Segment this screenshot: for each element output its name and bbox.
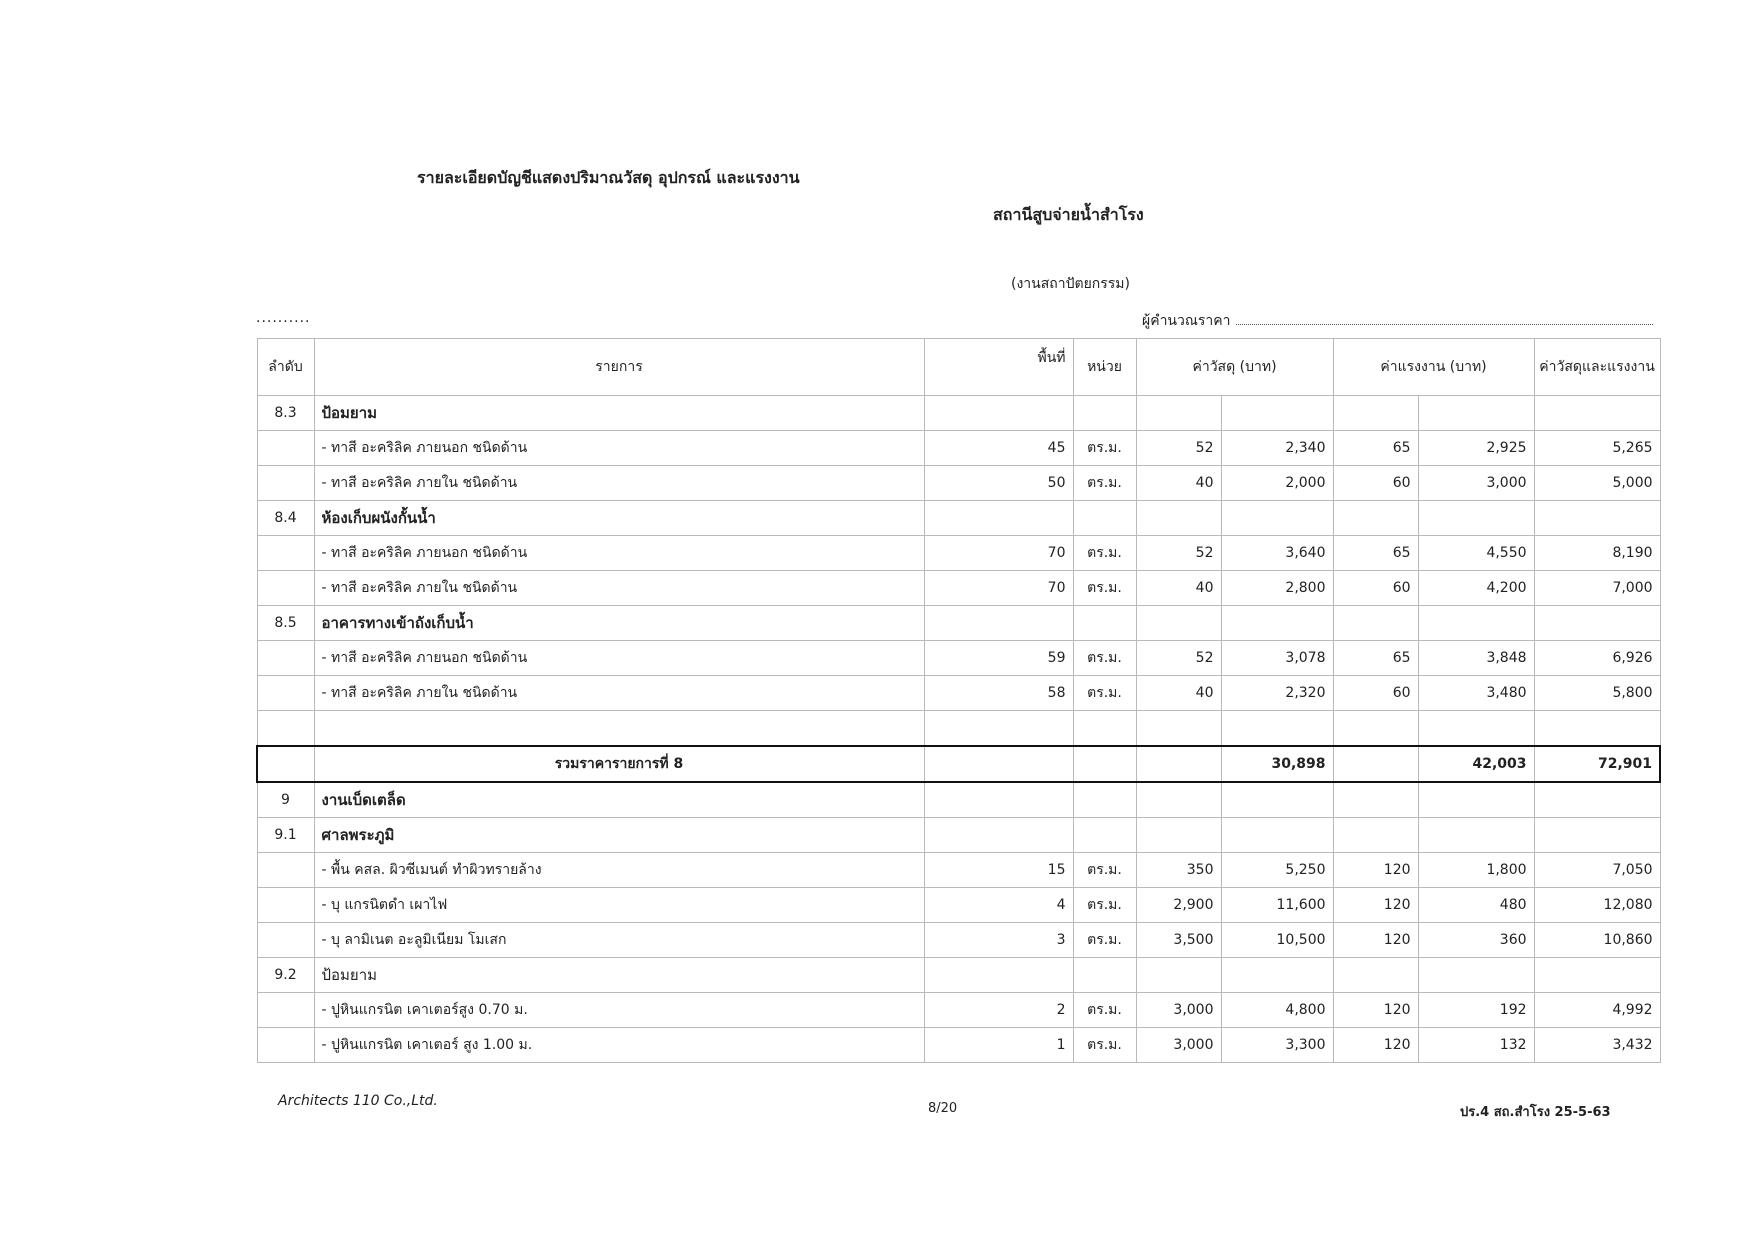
cell-area: 45 [924, 431, 1073, 466]
cell-no [257, 466, 314, 501]
cell-material-amount: 5,250 [1221, 853, 1333, 888]
cell-labor-amount: 192 [1418, 993, 1534, 1028]
cell-unit [1073, 782, 1136, 818]
cell-unit [1073, 958, 1136, 993]
cell-labor-amount [1418, 396, 1534, 431]
cell-material-amount [1221, 711, 1333, 747]
cell-unit: ตร.ม. [1073, 1028, 1136, 1063]
cell-area: 50 [924, 466, 1073, 501]
cell-labor-rate [1333, 606, 1418, 641]
cell-material-amount [1221, 501, 1333, 536]
cell-total: 3,432 [1534, 1028, 1660, 1063]
col-header-material: ค่าวัสดุ (บาท) [1136, 339, 1333, 396]
cell-area [924, 711, 1073, 747]
cell-material-rate: 3,000 [1136, 1028, 1221, 1063]
section-row [257, 818, 1660, 853]
cell-no [257, 676, 314, 711]
cell-area: 3 [924, 923, 1073, 958]
cell-labor-amount [1418, 711, 1534, 747]
table-row [257, 431, 1660, 466]
cell-total [1534, 711, 1660, 747]
section-row [257, 606, 1660, 641]
table-row [257, 888, 1660, 923]
cell-unit: ตร.ม. [1073, 431, 1136, 466]
cell-unit: ตร.ม. [1073, 853, 1136, 888]
cell-no: 9.2 [257, 958, 314, 993]
cell-material-rate [1136, 396, 1221, 431]
section-row [257, 501, 1660, 536]
cell-item: - ปูหินแกรนิต เคาเตอร์ สูง 1.00 ม. [314, 1028, 924, 1063]
cell-total [1534, 782, 1660, 818]
cell-no [257, 993, 314, 1028]
cell-material-amount: 10,500 [1221, 923, 1333, 958]
cell-total [1534, 396, 1660, 431]
section-row [257, 396, 1660, 431]
cell-item: ป้อมยาม [314, 396, 924, 431]
cell-no: 8.3 [257, 396, 314, 431]
table-row [257, 466, 1660, 501]
col-header-total: ค่าวัสดุและแรงงาน [1534, 339, 1660, 396]
cell-labor-amount: 3,848 [1418, 641, 1534, 676]
cell-material-amount: 2,800 [1221, 571, 1333, 606]
cell-labor-amount [1418, 782, 1534, 818]
table-row [257, 641, 1660, 676]
cell-material-amount: 3,078 [1221, 641, 1333, 676]
cell-item: ห้องเก็บผนังกั้นน้ำ [314, 501, 924, 536]
cell-material-amount: 2,000 [1221, 466, 1333, 501]
cell-unit [1073, 501, 1136, 536]
cell-material-rate: 52 [1136, 536, 1221, 571]
cell-labor-rate: 120 [1333, 993, 1418, 1028]
cell-material-amount [1221, 818, 1333, 853]
cell-labor-amount: 1,800 [1418, 853, 1534, 888]
cell-total: 4,992 [1534, 993, 1660, 1028]
cell-labor-amount: 360 [1418, 923, 1534, 958]
table-row [257, 536, 1660, 571]
cell-no [257, 536, 314, 571]
table-row [257, 571, 1660, 606]
cell-item: - ทาสี อะคริลิค ภายนอก ชนิดด้าน [314, 536, 924, 571]
cell-labor-rate [1333, 746, 1418, 782]
cell-area [924, 958, 1073, 993]
cell-area [924, 501, 1073, 536]
cell-labor-rate [1333, 501, 1418, 536]
cell-total: 5,800 [1534, 676, 1660, 711]
project-name: สถานีสูบจ่ายน้ำสำโรง [993, 205, 1144, 224]
cell-total: 7,000 [1534, 571, 1660, 606]
cell-total: 72,901 [1534, 746, 1660, 782]
cell-labor-rate [1333, 711, 1418, 747]
cell-unit [1073, 711, 1136, 747]
cell-material-amount: 30,898 [1221, 746, 1333, 782]
cell-material-amount: 11,600 [1221, 888, 1333, 923]
work-category: (งานสถาปัตยกรรม) [1011, 276, 1130, 292]
col-header-item: รายการ [314, 339, 924, 396]
cell-material-rate: 52 [1136, 431, 1221, 466]
cell-unit: ตร.ม. [1073, 676, 1136, 711]
cell-material-rate: 40 [1136, 466, 1221, 501]
cell-total: 10,860 [1534, 923, 1660, 958]
cell-no: 9 [257, 782, 314, 818]
cell-no: 9.1 [257, 818, 314, 853]
cell-total: 8,190 [1534, 536, 1660, 571]
cell-material-rate [1136, 818, 1221, 853]
cell-labor-rate: 65 [1333, 641, 1418, 676]
cell-unit [1073, 818, 1136, 853]
cell-unit: ตร.ม. [1073, 466, 1136, 501]
cell-no [257, 711, 314, 747]
cell-no [257, 746, 314, 782]
cell-total: 12,080 [1534, 888, 1660, 923]
table-body [257, 396, 1660, 1063]
cell-total: 5,000 [1534, 466, 1660, 501]
cell-labor-rate: 120 [1333, 923, 1418, 958]
cell-labor-amount: 3,480 [1418, 676, 1534, 711]
cell-item: รวมราคารายการที่ 8 [314, 746, 924, 782]
cell-no [257, 853, 314, 888]
estimator-field [1142, 310, 1653, 332]
cell-unit [1073, 396, 1136, 431]
cell-area [924, 746, 1073, 782]
company-name: Architects 110 Co.,Ltd. [278, 1093, 438, 1109]
cell-unit [1073, 606, 1136, 641]
cell-no [257, 431, 314, 466]
cell-item: ป้อมยาม [314, 958, 924, 993]
cell-labor-amount: 4,200 [1418, 571, 1534, 606]
cell-labor-rate [1333, 958, 1418, 993]
cell-material-rate [1136, 958, 1221, 993]
cell-material-rate [1136, 746, 1221, 782]
table-row [257, 853, 1660, 888]
cell-area: 4 [924, 888, 1073, 923]
cell-item: - ทาสี อะคริลิค ภายนอก ชนิดด้าน [314, 641, 924, 676]
cell-area: 15 [924, 853, 1073, 888]
cell-area [924, 606, 1073, 641]
cell-material-rate [1136, 711, 1221, 747]
table-row [257, 676, 1660, 711]
cell-labor-rate: 65 [1333, 431, 1418, 466]
cell-unit: ตร.ม. [1073, 641, 1136, 676]
cell-total [1534, 818, 1660, 853]
cell-material-rate: 40 [1136, 571, 1221, 606]
cell-labor-rate: 60 [1333, 466, 1418, 501]
cell-item [314, 711, 924, 747]
cell-area [924, 782, 1073, 818]
cell-material-amount: 3,640 [1221, 536, 1333, 571]
cell-labor-rate: 60 [1333, 676, 1418, 711]
cell-material-rate: 350 [1136, 853, 1221, 888]
cell-labor-rate: 120 [1333, 1028, 1418, 1063]
cell-unit: ตร.ม. [1073, 888, 1136, 923]
total-row [257, 746, 1660, 782]
cell-labor-amount [1418, 818, 1534, 853]
cell-total: 6,926 [1534, 641, 1660, 676]
cell-no: 8.5 [257, 606, 314, 641]
cell-labor-amount: 42,003 [1418, 746, 1534, 782]
cell-item: อาคารทางเข้าถังเก็บน้ำ [314, 606, 924, 641]
cell-total: 5,265 [1534, 431, 1660, 466]
document-title: รายละเอียดบัญชีแสดงปริมาณวัสดุ อุปกรณ์ และแรงงาน [417, 168, 800, 187]
cell-material-rate: 2,900 [1136, 888, 1221, 923]
estimator-label: ผู้คำนวณราคา [1142, 313, 1231, 329]
table-row [257, 993, 1660, 1028]
cell-item: - บุ ลามิเนต อะลูมิเนียม โมเสก [314, 923, 924, 958]
cell-labor-amount [1418, 501, 1534, 536]
cell-labor-amount: 2,925 [1418, 431, 1534, 466]
dotted-field: .......... [256, 310, 311, 326]
table-header-row [257, 339, 1660, 396]
section-row [257, 711, 1660, 747]
cell-material-rate: 40 [1136, 676, 1221, 711]
cell-labor-rate: 120 [1333, 853, 1418, 888]
cell-item: - ทาสี อะคริลิค ภายใน ชนิดด้าน [314, 466, 924, 501]
cell-material-amount: 4,800 [1221, 993, 1333, 1028]
cell-unit [1073, 746, 1136, 782]
cell-area: 70 [924, 571, 1073, 606]
cell-total [1534, 501, 1660, 536]
cell-total [1534, 606, 1660, 641]
col-header-unit: หน่วย [1073, 339, 1136, 396]
document-reference: ปร.4 สถ.สำโรง 25-5-63 [1460, 1105, 1611, 1120]
estimator-line [1236, 312, 1653, 325]
cell-labor-rate: 65 [1333, 536, 1418, 571]
cell-item: - บุ แกรนิตดำ เผาไฟ [314, 888, 924, 923]
cell-labor-amount: 3,000 [1418, 466, 1534, 501]
cell-material-rate [1136, 782, 1221, 818]
cell-material-amount [1221, 606, 1333, 641]
cell-material-amount [1221, 396, 1333, 431]
cell-labor-amount [1418, 958, 1534, 993]
cell-labor-rate [1333, 782, 1418, 818]
cell-unit: ตร.ม. [1073, 993, 1136, 1028]
cell-material-amount [1221, 782, 1333, 818]
col-header-labor: ค่าแรงงาน (บาท) [1333, 339, 1534, 396]
cell-unit: ตร.ม. [1073, 571, 1136, 606]
cell-area: 58 [924, 676, 1073, 711]
page-number: 8/20 [928, 1101, 958, 1116]
cell-unit: ตร.ม. [1073, 923, 1136, 958]
cell-no [257, 571, 314, 606]
cell-no: 8.4 [257, 501, 314, 536]
cell-item: - ทาสี อะคริลิค ภายใน ชนิดด้าน [314, 571, 924, 606]
cell-area: 59 [924, 641, 1073, 676]
cell-area: 70 [924, 536, 1073, 571]
bill-of-quantities-table [256, 338, 1661, 1063]
cell-total [1534, 958, 1660, 993]
section-row [257, 782, 1660, 818]
cell-labor-amount: 132 [1418, 1028, 1534, 1063]
cell-material-amount: 2,340 [1221, 431, 1333, 466]
cell-unit: ตร.ม. [1073, 536, 1136, 571]
cell-labor-amount [1418, 606, 1534, 641]
cell-material-rate: 3,500 [1136, 923, 1221, 958]
cell-material-amount: 3,300 [1221, 1028, 1333, 1063]
cell-labor-rate: 60 [1333, 571, 1418, 606]
cell-no [257, 641, 314, 676]
cell-area [924, 818, 1073, 853]
cell-labor-rate [1333, 396, 1418, 431]
cell-area: 2 [924, 993, 1073, 1028]
cell-labor-amount: 4,550 [1418, 536, 1534, 571]
cell-material-rate [1136, 501, 1221, 536]
cell-no [257, 1028, 314, 1063]
cell-material-rate: 3,000 [1136, 993, 1221, 1028]
section-row [257, 958, 1660, 993]
cell-total: 7,050 [1534, 853, 1660, 888]
cell-area: 1 [924, 1028, 1073, 1063]
cell-area [924, 396, 1073, 431]
cell-item: - ปูหินแกรนิต เคาเตอร์สูง 0.70 ม. [314, 993, 924, 1028]
cell-labor-rate: 120 [1333, 888, 1418, 923]
cell-no [257, 888, 314, 923]
table-row [257, 923, 1660, 958]
cell-no [257, 923, 314, 958]
cell-material-amount [1221, 958, 1333, 993]
cell-material-rate: 52 [1136, 641, 1221, 676]
cell-labor-rate [1333, 818, 1418, 853]
col-header-area: พื้นที่ [924, 339, 1073, 396]
cell-material-rate [1136, 606, 1221, 641]
table-row [257, 1028, 1660, 1063]
cell-item: - ทาสี อะคริลิค ภายใน ชนิดด้าน [314, 676, 924, 711]
cell-item: งานเบ็ดเตล็ด [314, 782, 924, 818]
cell-material-amount: 2,320 [1221, 676, 1333, 711]
cell-item: - ทาสี อะคริลิค ภายนอก ชนิดด้าน [314, 431, 924, 466]
col-header-no: ลำดับ [257, 339, 314, 396]
cell-item: - พื้น คสล. ผิวซีเมนต์ ทำผิวทรายล้าง [314, 853, 924, 888]
cell-labor-amount: 480 [1418, 888, 1534, 923]
cell-item: ศาลพระภูมิ [314, 818, 924, 853]
